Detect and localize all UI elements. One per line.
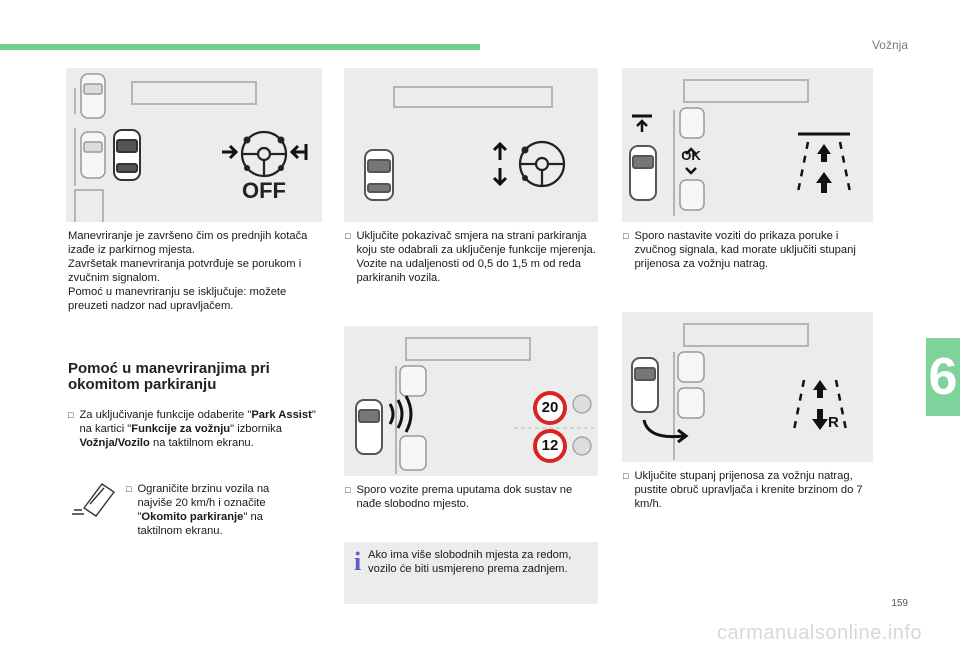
figure-indicator	[344, 68, 598, 222]
intro-line-3: Pomoć u manevriranju se isključuje: možete preuzeti nadzor nad upravljačem.	[68, 286, 287, 312]
maneuver-end-text	[68, 229, 328, 313]
figure-reverse	[622, 312, 873, 462]
section-title: Vožnja	[871, 38, 908, 52]
figure-ok-stop	[622, 68, 873, 222]
bullet-text: Uključite stupanj prijenosa za vožnju natrag, pustite obruč upravljača i krenite brzinom do 7 km/h.	[634, 470, 863, 510]
bullet-checkbox-icon: □	[345, 485, 351, 495]
chapter-number: 6	[928, 348, 958, 406]
info-icon: i	[354, 547, 362, 576]
activation-instruction	[68, 408, 326, 450]
indicator-instruction	[345, 229, 597, 285]
bullet-checkbox-icon: □	[623, 231, 629, 241]
bullet-text: Sporo nastavite voziti do prikaza poruke i zvučnog signala, kad morate uključiti stupanj prijenosa za vožnju natrag.	[634, 230, 856, 270]
slow-car-icon	[70, 478, 124, 520]
bullet-text: Za uključivanje funkcije odaberite "Park Assist" na kartici "Funkcije za vožnju" izbornika Vožnja/Vozilo na taktilnom ekranu.	[79, 409, 316, 449]
bullet-checkbox-icon: □	[126, 484, 132, 494]
intro-line-2: Završetak manevriranja potvrđuje se porukom i zvučnim signalom.	[68, 258, 302, 284]
off-label: OFF	[242, 178, 286, 203]
speed-limit-12: 12	[541, 437, 559, 454]
ok-label: OK	[681, 148, 701, 163]
intro-line-1: Manevriranje je završeno čim os prednjih kotača izađe iz parkirnog mjesta.	[68, 230, 308, 256]
scan-instruction	[345, 483, 597, 511]
chapter-tab[interactable]	[926, 338, 960, 416]
speed-instruction	[126, 482, 302, 538]
bullet-text: Ograničite brzinu vozila na najviše 20 km/h i označite "Okomito parkiranje" na taktilnom ekranu.	[137, 483, 270, 537]
info-text: Ako ima više slobodnih mjesta za redom, vozilo će biti usmjereno prema zadnjem.	[368, 549, 572, 575]
reverse-gear-label: R	[828, 414, 839, 431]
header-accent-bar	[0, 44, 480, 50]
bullet-text: Uključite pokazivač smjera na strani parkiranja koju ste odabrali za uključenje funkcije mjerenja. Vozite na udaljenosti od 0,5 do 1,5 m od reda parkiranih vozila.	[356, 230, 596, 284]
bullet-text: Sporo vozite prema uputama dok sustav ne nađe slobodno mjesto.	[356, 484, 573, 510]
watermark: carmanualsonline.info	[716, 622, 922, 644]
info-box	[344, 542, 598, 604]
reverse-instruction	[623, 469, 877, 511]
bullet-checkbox-icon: □	[623, 471, 629, 481]
bullet-checkbox-icon: □	[345, 231, 351, 241]
ok-instruction	[623, 229, 875, 271]
bullet-checkbox-icon: □	[68, 410, 74, 420]
figure-maneuver-end	[66, 68, 322, 222]
speed-limit-20: 20	[541, 399, 559, 416]
page-number: 159	[891, 598, 908, 609]
section-heading: Pomoć u manevriranjima pri okomitom parkiranju	[68, 360, 270, 393]
figure-speed-scan	[344, 326, 598, 476]
